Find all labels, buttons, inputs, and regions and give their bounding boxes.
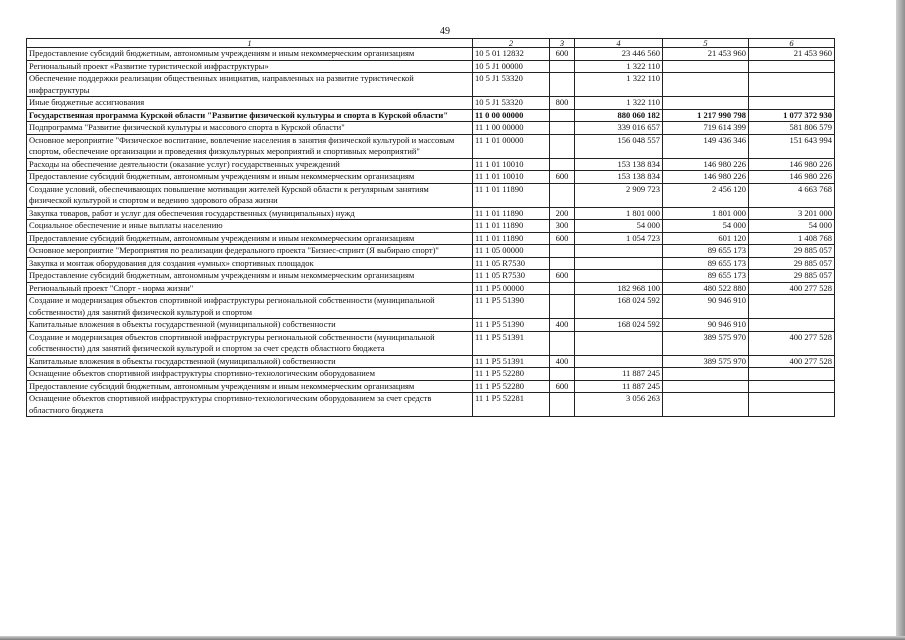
cell-amount-col5: 89 655 173 <box>663 270 749 283</box>
table-body <box>27 48 835 417</box>
cell-code: 11 1 P5 51390 <box>473 295 550 319</box>
table-row <box>27 368 835 381</box>
cell-name: Государственная программа Курской области "Развитие физической культуры и спорта в Курской области" <box>27 109 473 122</box>
table-row <box>27 158 835 171</box>
cell-code: 11 1 P5 00000 <box>473 282 550 295</box>
cell-name: Основное мероприятие "Физическое воспитание, вовлечение населения в занятия физической культурой и массовым спортом, обеспечение организации и проведения физкультурных мероприятий и спортивных мероприятий" <box>27 134 473 158</box>
cell-amount-col5: 389 575 970 <box>663 355 749 368</box>
cell-amount-col6 <box>749 393 835 417</box>
cell-amount-col4: 23 446 560 <box>575 48 663 61</box>
cell-amount-col6: 3 201 000 <box>749 207 835 220</box>
cell-amount-col6 <box>749 380 835 393</box>
cell-name: Капитальные вложения в объекты государственной (муниципальной) собственности <box>27 319 473 332</box>
cell-amount-col6 <box>749 319 835 332</box>
cell-name: Создание и модернизация объектов спортивной инфраструктуры региональной собственности (муниципальной собственности) для занятий физической культурой и спортом <box>27 295 473 319</box>
cell-amount-col5 <box>663 60 749 73</box>
cell-expense-type <box>550 134 575 158</box>
cell-name: Подпрограмма "Развитие физической культуры и массового спорта в Курской области" <box>27 122 473 135</box>
cell-name: Закупка товаров, работ и услуг для обеспечения государственных (муниципальных) нужд <box>27 207 473 220</box>
scan-edge-shadow-bottom <box>0 636 905 640</box>
table-row <box>27 270 835 283</box>
page-number: 49 <box>440 26 450 37</box>
cell-amount-col5: 149 436 346 <box>663 134 749 158</box>
cell-amount-col4 <box>575 245 663 258</box>
table-row <box>27 207 835 220</box>
cell-code: 11 1 05 R7530 <box>473 270 550 283</box>
cell-amount-col4: 1 801 000 <box>575 207 663 220</box>
cell-expense-type <box>550 282 575 295</box>
table-row <box>27 171 835 184</box>
cell-amount-col5 <box>663 380 749 393</box>
cell-expense-type: 600 <box>550 171 575 184</box>
cell-code: 11 1 00 00000 <box>473 122 550 135</box>
cell-name: Создание и модернизация объектов спортивной инфраструктуры региональной собственности (муниципальной собственности) для занятий физической культурой и спортом за счет средств областного бюджета <box>27 331 473 355</box>
cell-code: 11 1 P5 52281 <box>473 393 550 417</box>
cell-name: Обеспечение поддержки реализации общественных инициатив, направленных на развитие туристической инфраструктуры <box>27 73 473 97</box>
table-row <box>27 380 835 393</box>
cell-amount-col5: 1 801 000 <box>663 207 749 220</box>
cell-code: 11 1 01 11890 <box>473 183 550 207</box>
cell-code: 11 1 01 11890 <box>473 207 550 220</box>
cell-amount-col6: 400 277 528 <box>749 282 835 295</box>
cell-amount-col6: 400 277 528 <box>749 355 835 368</box>
cell-expense-type: 600 <box>550 232 575 245</box>
cell-expense-type <box>550 257 575 270</box>
cell-amount-col5 <box>663 368 749 381</box>
cell-code: 11 1 P5 51390 <box>473 319 550 332</box>
cell-expense-type <box>550 183 575 207</box>
cell-amount-col6: 29 885 057 <box>749 270 835 283</box>
cell-code: 11 1 01 11890 <box>473 220 550 233</box>
cell-expense-type <box>550 158 575 171</box>
table-row <box>27 319 835 332</box>
cell-name: Предоставление субсидий бюджетным, автономным учреждениям и иным некоммерческим организациям <box>27 232 473 245</box>
cell-expense-type <box>550 393 575 417</box>
cell-amount-col5: 54 000 <box>663 220 749 233</box>
cell-amount-col4: 168 024 592 <box>575 295 663 319</box>
cell-amount-col5: 90 946 910 <box>663 295 749 319</box>
cell-code: 11 1 01 10010 <box>473 171 550 184</box>
cell-expense-type <box>550 295 575 319</box>
table-row <box>27 97 835 110</box>
cell-amount-col6 <box>749 368 835 381</box>
cell-amount-col5: 1 217 990 798 <box>663 109 749 122</box>
cell-name: Основное мероприятие "Мероприятия по реализации федерального проекта "Бизнес-спринт (Я выбираю спорт)" <box>27 245 473 258</box>
cell-amount-col4: 339 016 657 <box>575 122 663 135</box>
cell-name: Региональный проект "Спорт - норма жизни" <box>27 282 473 295</box>
cell-expense-type: 200 <box>550 207 575 220</box>
cell-amount-col6 <box>749 97 835 110</box>
cell-expense-type <box>550 368 575 381</box>
cell-name: Создание условий, обеспечивающих повышение мотивации жителей Курской области к регулярным занятиям физической культурой и спортом и ведению здорового образа жизни <box>27 183 473 207</box>
cell-amount-col6: 4 663 768 <box>749 183 835 207</box>
cell-amount-col5 <box>663 97 749 110</box>
cell-code: 10 5 J1 53320 <box>473 97 550 110</box>
cell-code: 11 1 01 11890 <box>473 232 550 245</box>
cell-amount-col4 <box>575 257 663 270</box>
column-number-row <box>27 39 835 48</box>
cell-amount-col5: 89 655 173 <box>663 245 749 258</box>
cell-amount-col5: 90 946 910 <box>663 319 749 332</box>
cell-amount-col6 <box>749 73 835 97</box>
table-row <box>27 282 835 295</box>
cell-amount-col4: 153 138 834 <box>575 158 663 171</box>
cell-code: 10 5 J1 53320 <box>473 73 550 97</box>
cell-amount-col4: 11 887 245 <box>575 380 663 393</box>
scan-edge-shadow <box>896 0 905 640</box>
table-row <box>27 295 835 319</box>
cell-expense-type: 600 <box>550 270 575 283</box>
table-row <box>27 220 835 233</box>
cell-amount-col5: 89 655 173 <box>663 257 749 270</box>
cell-name: Иные бюджетные ассигнования <box>27 97 473 110</box>
cell-amount-col6: 581 806 579 <box>749 122 835 135</box>
cell-amount-col6: 29 885 057 <box>749 257 835 270</box>
table-row <box>27 232 835 245</box>
table-row <box>27 134 835 158</box>
cell-amount-col6: 21 453 960 <box>749 48 835 61</box>
cell-amount-col4 <box>575 270 663 283</box>
cell-code: 10 5 01 12832 <box>473 48 550 61</box>
table-row <box>27 355 835 368</box>
column-header-vr: 3 <box>550 39 575 48</box>
table-row <box>27 60 835 73</box>
cell-amount-col6: 400 277 528 <box>749 331 835 355</box>
table-row <box>27 331 835 355</box>
cell-name: Закупка и монтаж оборудования для создания «умных» спортивных площадок <box>27 257 473 270</box>
cell-amount-col5: 601 120 <box>663 232 749 245</box>
cell-amount-col5: 146 980 226 <box>663 158 749 171</box>
cell-amount-col4: 156 048 557 <box>575 134 663 158</box>
cell-amount-col4: 54 000 <box>575 220 663 233</box>
cell-name: Социальное обеспечение и иные выплаты населению <box>27 220 473 233</box>
cell-expense-type <box>550 73 575 97</box>
cell-amount-col4: 880 060 182 <box>575 109 663 122</box>
cell-code: 11 1 05 R7530 <box>473 257 550 270</box>
cell-amount-col4: 2 909 723 <box>575 183 663 207</box>
cell-expense-type <box>550 60 575 73</box>
cell-name: Оснащение объектов спортивной инфраструктуры спортивно-технологическим оборудованием <box>27 368 473 381</box>
table-row <box>27 73 835 97</box>
cell-code: 11 1 P5 52280 <box>473 368 550 381</box>
cell-amount-col4: 182 968 100 <box>575 282 663 295</box>
cell-amount-col4: 11 887 245 <box>575 368 663 381</box>
table-row <box>27 183 835 207</box>
cell-amount-col5: 146 980 226 <box>663 171 749 184</box>
cell-amount-col5 <box>663 393 749 417</box>
cell-amount-col4: 1 322 110 <box>575 73 663 97</box>
table-row <box>27 122 835 135</box>
cell-expense-type: 400 <box>550 319 575 332</box>
cell-amount-col5: 389 575 970 <box>663 331 749 355</box>
cell-code: 11 1 01 10010 <box>473 158 550 171</box>
cell-name: Капитальные вложения в объекты государственной (муниципальной) собственности <box>27 355 473 368</box>
cell-expense-type <box>550 245 575 258</box>
cell-amount-col6: 29 885 057 <box>749 245 835 258</box>
cell-amount-col5 <box>663 73 749 97</box>
cell-amount-col4: 1 322 110 <box>575 60 663 73</box>
cell-name: Региональный проект «Развитие туристической инфраструктуры» <box>27 60 473 73</box>
cell-name: Оснащение объектов спортивной инфраструктуры спортивно-технологическим оборудованием за счет средств областного бюджета <box>27 393 473 417</box>
cell-expense-type <box>550 331 575 355</box>
cell-amount-col4: 1 054 723 <box>575 232 663 245</box>
cell-expense-type <box>550 122 575 135</box>
cell-code: 11 1 P5 52280 <box>473 380 550 393</box>
budget-table <box>26 38 835 417</box>
cell-expense-type: 400 <box>550 355 575 368</box>
cell-code: 11 1 05 00000 <box>473 245 550 258</box>
table-row <box>27 257 835 270</box>
cell-expense-type: 600 <box>550 380 575 393</box>
cell-amount-col6: 146 980 226 <box>749 158 835 171</box>
cell-expense-type: 300 <box>550 220 575 233</box>
column-header-2022: 5 <box>663 39 749 48</box>
cell-code: 11 1 P5 51391 <box>473 355 550 368</box>
cell-expense-type: 600 <box>550 48 575 61</box>
cell-expense-type <box>550 109 575 122</box>
cell-amount-col4 <box>575 355 663 368</box>
column-header-code: 2 <box>473 39 550 48</box>
cell-amount-col4: 3 056 263 <box>575 393 663 417</box>
column-header-2021: 4 <box>575 39 663 48</box>
cell-code: 11 1 01 00000 <box>473 134 550 158</box>
cell-amount-col6 <box>749 60 835 73</box>
cell-amount-col6: 146 980 226 <box>749 171 835 184</box>
cell-amount-col5: 21 453 960 <box>663 48 749 61</box>
cell-name: Предоставление субсидий бюджетным, автономным учреждениям и иным некоммерческим организациям <box>27 270 473 283</box>
table-row <box>27 393 835 417</box>
cell-amount-col6 <box>749 295 835 319</box>
cell-amount-col6: 54 000 <box>749 220 835 233</box>
cell-name: Предоставление субсидий бюджетным, автономным учреждениям и иным некоммерческим организациям <box>27 380 473 393</box>
cell-amount-col5: 480 522 880 <box>663 282 749 295</box>
cell-amount-col4 <box>575 331 663 355</box>
cell-code: 11 0 00 00000 <box>473 109 550 122</box>
cell-name: Предоставление субсидий бюджетным, автономным учреждениям и иным некоммерческим организациям <box>27 48 473 61</box>
cell-code: 11 1 P5 51391 <box>473 331 550 355</box>
column-header-2023: 6 <box>749 39 835 48</box>
cell-amount-col6: 1 077 372 930 <box>749 109 835 122</box>
cell-amount-col4: 168 024 592 <box>575 319 663 332</box>
cell-amount-col4: 1 322 110 <box>575 97 663 110</box>
cell-amount-col6: 1 408 768 <box>749 232 835 245</box>
table-row <box>27 48 835 61</box>
cell-amount-col6: 151 643 994 <box>749 134 835 158</box>
table-row <box>27 109 835 122</box>
table-row <box>27 245 835 258</box>
cell-expense-type: 800 <box>550 97 575 110</box>
cell-name: Расходы на обеспечение деятельности (оказание услуг) государственных учреждений <box>27 158 473 171</box>
cell-code: 10 5 J1 00000 <box>473 60 550 73</box>
cell-name: Предоставление субсидий бюджетным, автономным учреждениям и иным некоммерческим организациям <box>27 171 473 184</box>
column-header-name: 1 <box>27 39 473 48</box>
cell-amount-col5: 2 456 120 <box>663 183 749 207</box>
cell-amount-col4: 153 138 834 <box>575 171 663 184</box>
cell-amount-col5: 719 614 399 <box>663 122 749 135</box>
